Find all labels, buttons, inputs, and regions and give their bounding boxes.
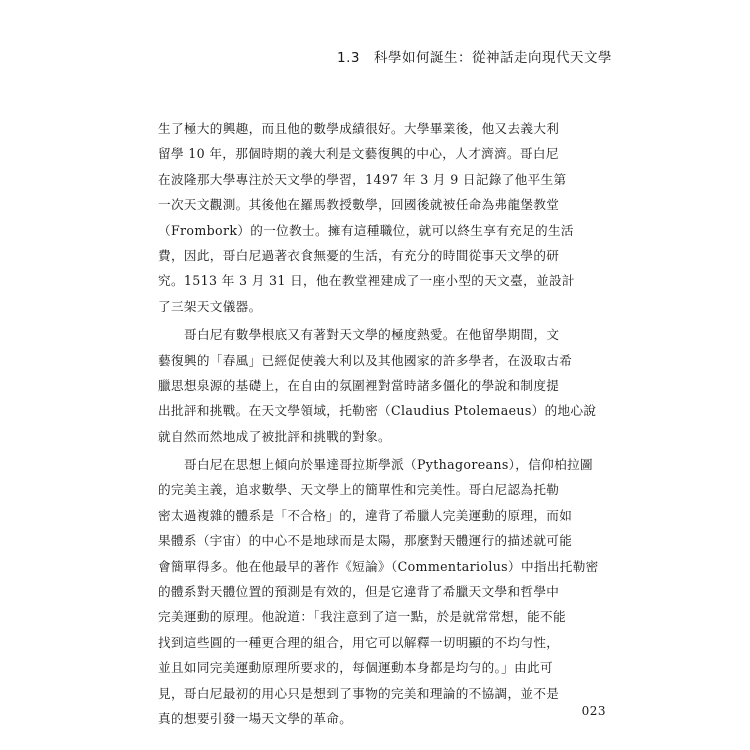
text-line: 哥白尼有數學根底又有著對天文學的極度熱愛。在他留學期間，文 xyxy=(184,327,560,343)
paragraph xyxy=(158,452,602,731)
text-line: 找到這些圓的一種更合理的組合，用它可以解釋一切明顯的不均勻性， xyxy=(158,634,560,650)
text-line: 生了極大的興趣，而且他的數學成績很好。大學畢業後，他又去義大利 xyxy=(158,121,560,136)
text-line: 果體系（宇宙）的中心不是地球而是太陽，那麼對天體運行的描述就可能 xyxy=(158,533,573,549)
page-number: 023 xyxy=(581,704,606,718)
text-line: 一次天文觀測。其後他在羅馬教授數學，回國後就被任命為弗龍堡教堂 xyxy=(158,197,560,213)
text-line: 藝復興的「春風」已經促使義大利以及其他國家的許多學者，在汲取古希 xyxy=(158,352,573,368)
paragraph xyxy=(158,116,602,319)
text-line: 真的想要引發一場天文學的革命。 xyxy=(158,710,353,726)
text-line: 在波隆那大學專注於天文學的學習，1497 年 3 月 9 日記錄了他平生第 xyxy=(158,171,567,187)
section-title: 科學如何誕生：從神話走向現代天文學 xyxy=(374,50,612,66)
text-line: （Frombork）的一位教士。擁有這種職位，就可以終生享有充足的生活 xyxy=(158,222,574,238)
running-header xyxy=(150,46,612,66)
body-text xyxy=(158,113,602,731)
text-line: 費，因此，哥白尼過著衣食無憂的生活，有充分的時間從事天文學的研 xyxy=(158,247,560,263)
text-line: 的體系對天體位置的預測是有效的，但是它違背了希臘天文學和哲學中 xyxy=(158,584,560,600)
text-line: 留學 10 年，那個時期的義大利是文藝復興的中心，人才濟濟。哥白尼 xyxy=(158,146,559,162)
text-line: 哥白尼在思想上傾向於畢達哥拉斯學派（Pythagoreans），信仰柏拉圖 xyxy=(184,457,593,473)
text-line: 並且如同完美運動原理所要求的，每個運動本身都是均勻的。」由此可 xyxy=(158,660,553,676)
text-line: 完美運動的原理。他說道：「我注意到了這一點，於是就常常想，能不能 xyxy=(158,609,566,625)
text-line: 密太過複雜的體系是「不合格」的，違背了希臘人完美運動的原理，而如 xyxy=(158,507,573,523)
text-line: 臘思想泉源的基礎上，在自由的氛圍裡對當時諸多僵化的學說和制度提 xyxy=(158,377,560,393)
text-line: 就自然而然地成了被批評和挑戰的對象。 xyxy=(158,428,391,444)
section-number: 1.3 xyxy=(337,50,360,66)
text-line: 的完美主義，追求數學、天文學上的簡單性和完美性。哥白尼認為托勒 xyxy=(158,482,560,498)
paragraph xyxy=(158,322,602,449)
text-line: 會簡單得多。他在他最早的著作《短論》（Commentariolus）中指出托勒密 xyxy=(158,558,599,574)
text-line: 了三架天文儀器。 xyxy=(158,298,262,314)
text-line: 見，哥白尼最初的用心只是想到了事物的完美和理論的不協調，並不是 xyxy=(158,685,560,701)
text-line: 究。1513 年 3 月 31 日，他在教堂裡建成了一座小型的天文臺，並設計 xyxy=(158,273,575,289)
text-line: 出批評和挑戰。在天文學領域，托勒密（Claudius Ptolemaeus）的地心說 xyxy=(158,403,597,419)
